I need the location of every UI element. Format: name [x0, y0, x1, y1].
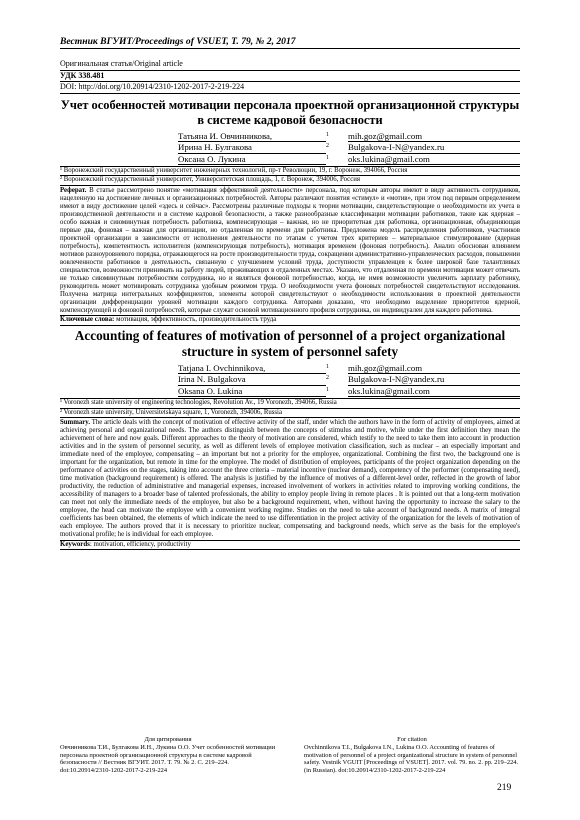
author-row — [178, 154, 520, 166]
author-name: Оксана О. Лукина — [178, 154, 326, 166]
abstract-label: Summary. — [60, 418, 91, 426]
affiliation-line: ² Воронежский государственный университет, Университетская площадь, 1, г. Воронеж, 394006, Россия — [60, 176, 520, 185]
affiliation-line: ¹ Voronezh state university of engineering technologies, Revolution Av., 19 Voronezh, 394066, Russia — [60, 399, 520, 408]
affiliation-line: ¹ Воронежский государственный университет инженерных технологий, пр-т Революции, 19, г. Воронеж, 394066, Россия — [60, 167, 520, 176]
journal-header: Вестник ВГУИТ/Proceedings of VSUET, Т. 79, № 2, 2017 — [60, 36, 520, 49]
author-email[interactable]: mih.goz@gmail.com — [348, 363, 520, 375]
author-row — [178, 363, 520, 375]
authors-en — [178, 363, 520, 398]
abstract-label: Реферат. — [60, 186, 87, 194]
article-page — [60, 36, 520, 550]
author-name: Irina N. Bulgakova — [178, 374, 326, 386]
citation-en — [304, 736, 520, 775]
author-row — [178, 131, 520, 143]
author-row — [178, 374, 520, 386]
author-email[interactable]: Bulgakova-I-N@yandex.ru — [348, 142, 520, 154]
citation-text: Овчинникова Т.И., Булгакова И.Н., Лукина О.О. Учет особенностей мотивации персонала проектной организационной структуры в системе кадровой безопасности // Вестник ВГУИТ. 2017. Т. 79. № 2. С. 219–224. doi:10.20914/2310-1202-2017-2-219-224 — [60, 743, 276, 775]
citation-text: Ovchinnikova T.I., Bulgakova I.N., Lukina O.O. Accounting of features of motivation of personnel of a project organizational structure in system of personnel safety. Vestnik VGUIT [Proceedings of VSUET]. 2017. vol. 79. no. 2. pp. 219–224. (in Russian). doi:10.20914/2310-1202-2017-2-219-224 — [304, 743, 519, 775]
author-name: Tatjana I. Ovchinnikova, — [178, 363, 326, 375]
author-name: Oksana O. Lukina — [178, 386, 326, 398]
author-affil-sup: 1 — [326, 386, 329, 393]
author-email[interactable]: Bulgakova-I-N@yandex.ru — [348, 374, 520, 386]
citation-heading: For citation — [397, 736, 427, 743]
keywords-text: мотивация, эффективность, производительность труда — [116, 316, 277, 324]
udk-code: УДК 338.481 — [60, 71, 520, 83]
author-affil-sup: 2 — [326, 143, 329, 150]
affiliations-en — [60, 398, 520, 417]
author-name: Ирина Н. Булгакова — [178, 142, 326, 154]
abstract-text: The article deals with the concept of motivation of effective activity of the staff, under which the authors have in the form of activity of employees, aimed at achieving personal and organizational needs. The authors distinguish between the concepts of stimulus and motive, while under the first definition they mean the achievement of here and now goals. Different approaches to the theory of motivation are considered, which testify to the need to take them into account in production activities and in the system of personnel security, as well as different levels of employee motivation classification, such as nuclear – an especially important and immediate need of the employee, compensating – an important but not a priority for the employee, organizational. Combining the first two, the background one is important for the organization, but remote in time for the employee. The model of distribution of employees, participants of the project organization depending on the performance of activities on the stages, taking into account the three criteria – material incentive (nuclear demand), competency of the performer (compensating need), time motivation (background requirement) is offered. The analysis is justified by the influence of motives of a different-level order, reflected in the growth of labor productivity, the reduction of administrative and managerial expenses, increased involvement of workers in activities related to improving working conditions, the accessibility of managers to a broader base of talented professionals, the ability to employ people living in remote places . It is pointed out that a long-term motivation can meet not only the immediate needs of the employee, but also be a background requirement, when, without having the opportunity to increase the salary to the employee, the head can motivate the employee with a convenient working regime. Studies on the need to take account of background needs. A matrix of integral coefficients has been obtained, the elements of which indicate the need to use differentiation in the project activity of the organization for the levels of motivation of each employee. The authors proved that it is necessary to prioritize nuclear, compensating and background needs, which serve as the basis for the employee's motivational profile; he is individual for each employee. — [60, 418, 520, 539]
author-name: Татьяна И. Овчинникова, — [178, 131, 326, 143]
author-affil-sup: 1 — [326, 154, 329, 161]
author-row — [178, 142, 520, 154]
article-type: Оригинальная статья/Original article — [60, 59, 520, 71]
page-number: 219 — [497, 783, 512, 793]
keywords-label: Ключевые слова: — [60, 316, 115, 324]
citation-ru — [60, 736, 276, 775]
abstract-en — [60, 419, 520, 540]
doi-link[interactable]: DOI: http://doi.org/10.20914/2310-1202-2017-2-219-224 — [60, 82, 520, 94]
keywords-label: Keywords — [60, 540, 90, 548]
author-email[interactable]: mih.goz@gmail.com — [348, 131, 520, 143]
author-affil-sup: 1 — [326, 363, 329, 370]
author-email[interactable]: oks.lukina@gmail.com — [348, 154, 520, 166]
article-meta — [60, 59, 520, 94]
title-ru: Учет особенностей мотивации персонала проектной организационной структуры в системе кадровой безопасности — [60, 97, 520, 127]
abstract-text: В статье рассмотрено понятие «мотивация эффективной деятельности» персонала, под которым авторы имеют в виду активность сотрудников, нацеленную на достижение личных и организационных потребностей. Авторы различают понятия «стимул» и «мотив», при этом под первым определением имеют в виду достижение целей «здесь и сейчас». Рассмотрены различные подходы к теории мотивации, свидетельствующие о необходимости их учета в производственной деятельности и в системе кадровой безопасности, а также разнообразные классификации мотивации работников, такие как ядерная – особо важная и сиюминутная потребность работника, компенсирующая – важная, но не приоритетная для работника, организационная, объединяющая первые два, фоновая – важная для организации, но отдаленная по времени для работника. Предложена модель распределения работников, участников проектной организации в зависимости от исполнения деятельности по этапам с учетом трех критериев – материальное стимулирование (ядерная потребность), компетентность исполнителя (компенсирующая потребность), мотивация временем (фоновая потребность). Анализ обоснован влиянием мотивов разноуровневого порядка, отражающегося на росте производительности труда, сокращении административно-управленческих расходов, повышении вовлеченности работников в деятельность, связанную с улучшением условий труда, доступности управленцев к более широкой базе талантливых специалистов, возможности принимать на работу людей, проживающих в отдаленных местах. Указано, что отдаленная по времени мотивация может отвечать не только сиюминутным потребностям сотрудника, но и являться фоновой потребностью, когда, не имея возможности увеличить зарплату работнику, руководитель может мотивировать сотрудника удобным режимом труда. О необходимости учета фоновых потребностей свидетельствуют исследования. Получена матрица интегральных коэффициентов, элементы которой свидетельствуют о необходимости использования в проектной деятельности организации дифференциации уровней мотивации каждого сотрудника. Авторами доказано, что необходимо выделение приоритетов ядерной, компенсирующей и фоновой потребностей, которые служат основой мотивационного профиля сотрудника, он индивидуален для каждого работника. — [60, 186, 520, 315]
affiliations-ru — [60, 166, 520, 185]
keywords-text: : motivation, efficiency, productivity — [89, 540, 191, 548]
citation-heading: Для цитирования — [144, 736, 192, 743]
authors-ru — [178, 131, 520, 166]
title-en: Accounting of features of motivation of personnel of a project organizational structure in system of personnel safety — [74, 327, 506, 359]
keywords-ru — [60, 315, 520, 325]
author-affil-sup: 2 — [326, 375, 329, 382]
citation-block — [60, 736, 520, 775]
author-row — [178, 386, 520, 398]
abstract-ru — [60, 187, 520, 316]
affiliation-line: ² Voronezh state university, Universitetskaya square, 1, Voronezh, 394006, Russia — [60, 409, 520, 418]
author-affil-sup: 1 — [326, 131, 329, 138]
author-email[interactable]: oks.lukina@gmail.com — [348, 386, 520, 398]
keywords-en — [60, 540, 520, 550]
